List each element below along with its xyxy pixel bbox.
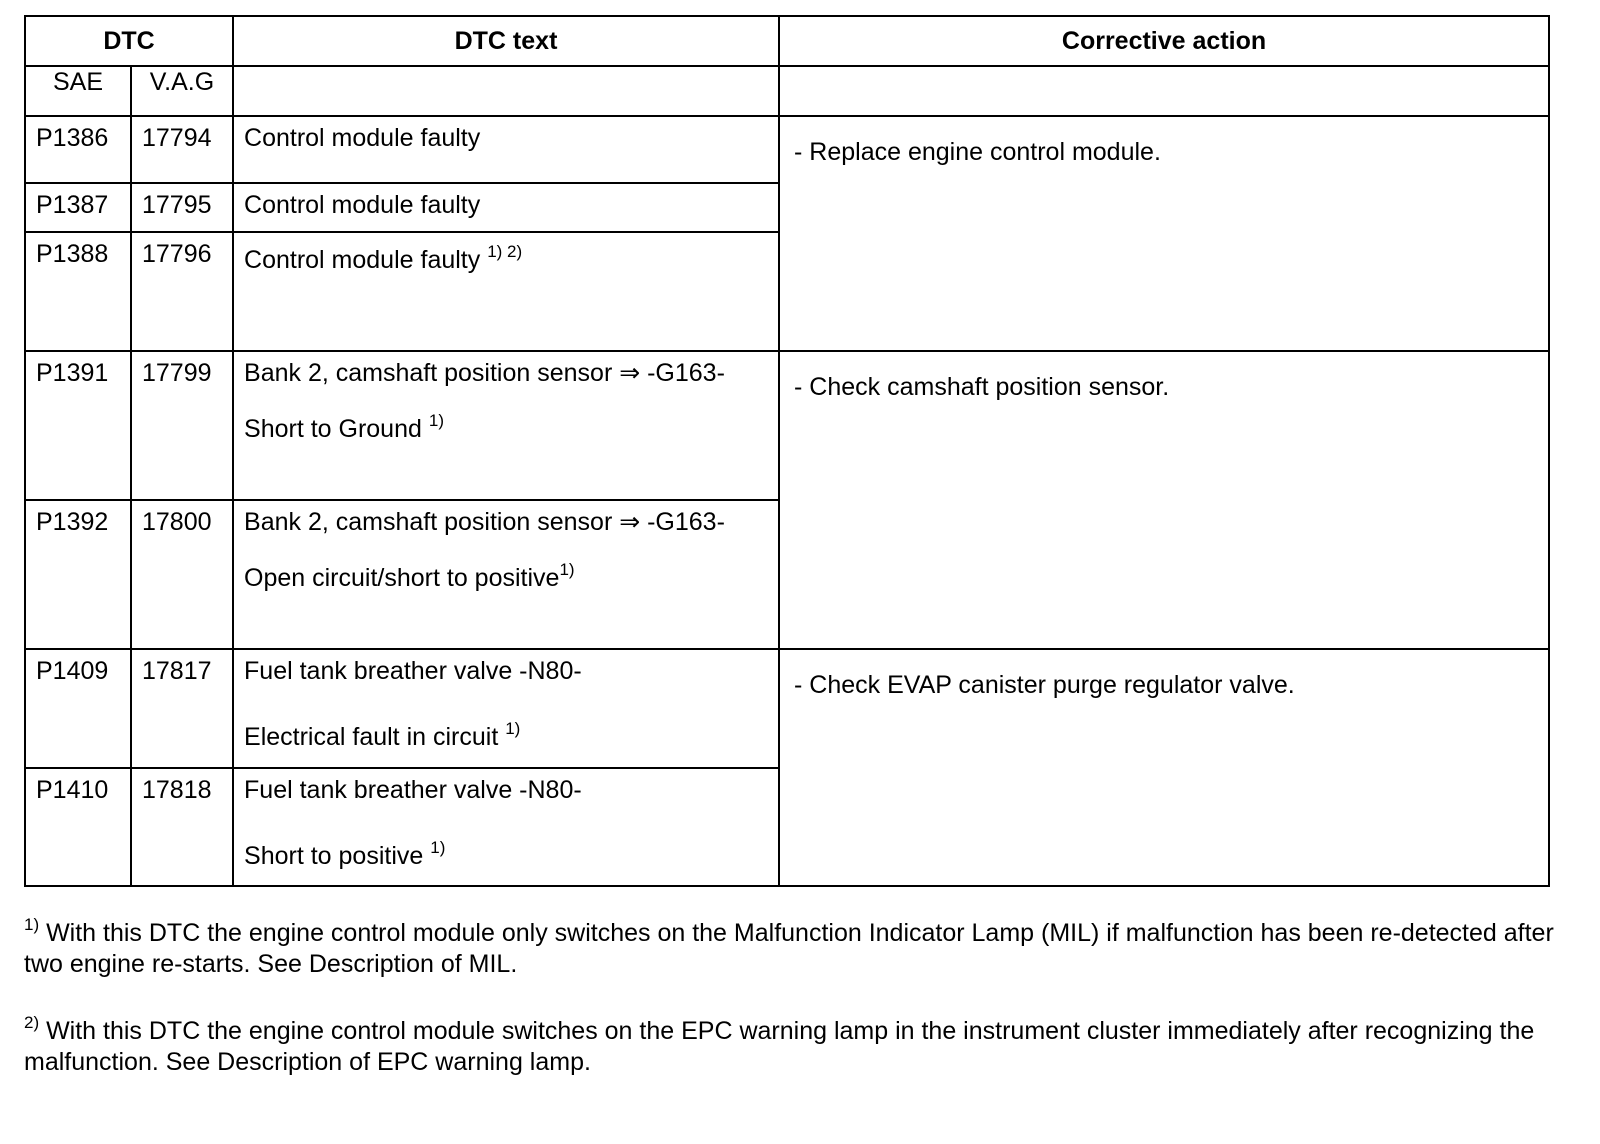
header-dtc: DTC [25, 16, 233, 66]
header-empty [233, 66, 779, 116]
footnote-ref: 1) 2) [487, 241, 523, 261]
corrective-action [779, 649, 1549, 886]
dtc-text-sub [244, 559, 768, 593]
dtc-text-main: Bank 2, camshaft position sensor ⇒ -G163- [244, 359, 725, 387]
header-dtc-text: DTC text [233, 16, 779, 66]
vag-code: 17795 [131, 183, 233, 232]
footnote-mark: 1) [24, 914, 40, 934]
dtc-text [233, 649, 779, 768]
dtc-text [233, 768, 779, 886]
footnote-1 [24, 914, 1564, 980]
action-text: - Check EVAP canister purge regulator valve. [794, 671, 1295, 699]
sae-code: P1387 [25, 183, 131, 232]
dtc-text-main: Control module faulty [244, 124, 481, 152]
vag-code: 17800 [131, 500, 233, 649]
dtc-text [233, 232, 779, 351]
subheader-row [25, 66, 1549, 116]
footnote-2 [24, 1012, 1564, 1078]
dtc-text-sub [244, 718, 768, 752]
header-corrective-action: Corrective action [779, 16, 1549, 66]
action-text: - Replace engine control module. [794, 138, 1161, 166]
dtc-text-sub [244, 410, 768, 444]
corrective-action [779, 116, 1549, 351]
footnote-ref: 1) [505, 718, 521, 738]
footnote-text: With this DTC the engine control module switches on the EPC warning lamp in the instrument cluster immediately after recognizing the malfunction. See Description of EPC warning lamp. [24, 1017, 1535, 1076]
footnote-mark: 2) [24, 1012, 40, 1032]
dtc-text-main: Fuel tank breather valve -N80- [244, 776, 582, 804]
header-empty [779, 66, 1549, 116]
header-vag: V.A.G [131, 66, 233, 116]
vag-code: 17794 [131, 116, 233, 183]
dtc-subtext: Electrical fault in circuit [244, 723, 499, 751]
sae-code: P1391 [25, 351, 131, 500]
header-row [25, 16, 1549, 66]
footnote-ref: 1) [428, 410, 444, 430]
dtc-text [233, 183, 779, 232]
dtc-text-main: Fuel tank breather valve -N80- [244, 657, 582, 685]
dtc-text-main: Control module faulty [244, 191, 481, 219]
sae-code: P1386 [25, 116, 131, 183]
sae-code: P1388 [25, 232, 131, 351]
dtc-subtext: Short to positive [244, 842, 424, 870]
vag-code: 17799 [131, 351, 233, 500]
sae-code: P1409 [25, 649, 131, 768]
footnote-ref: 1) [430, 837, 446, 857]
table-row [25, 116, 1549, 183]
footnote-text: With this DTC the engine control module only switches on the Malfunction Indicator Lamp (MIL) if malfunction has been re-detected after two engine re-starts. See Description of MIL. [24, 919, 1554, 978]
dtc-text [233, 116, 779, 183]
vag-code: 17818 [131, 768, 233, 886]
sae-code: P1410 [25, 768, 131, 886]
corrective-action [779, 351, 1549, 649]
table-row [25, 351, 1549, 500]
table-row [25, 649, 1549, 768]
footnotes [24, 914, 1564, 1114]
dtc-table [24, 15, 1550, 887]
dtc-text [233, 500, 779, 649]
dtc-text-sub [244, 837, 768, 871]
dtc-subtext: Short to Ground [244, 415, 422, 443]
dtc-text-main: Bank 2, camshaft position sensor ⇒ -G163- [244, 508, 725, 536]
action-text: - Check camshaft position sensor. [794, 373, 1170, 401]
dtc-text-main: Control module faulty [244, 246, 481, 274]
vag-code: 17796 [131, 232, 233, 351]
dtc-text [233, 351, 779, 500]
dtc-subtext: Open circuit/short to positive [244, 564, 560, 592]
vag-code: 17817 [131, 649, 233, 768]
footnote-ref: 1) [559, 559, 575, 579]
sae-code: P1392 [25, 500, 131, 649]
header-sae: SAE [25, 66, 131, 116]
